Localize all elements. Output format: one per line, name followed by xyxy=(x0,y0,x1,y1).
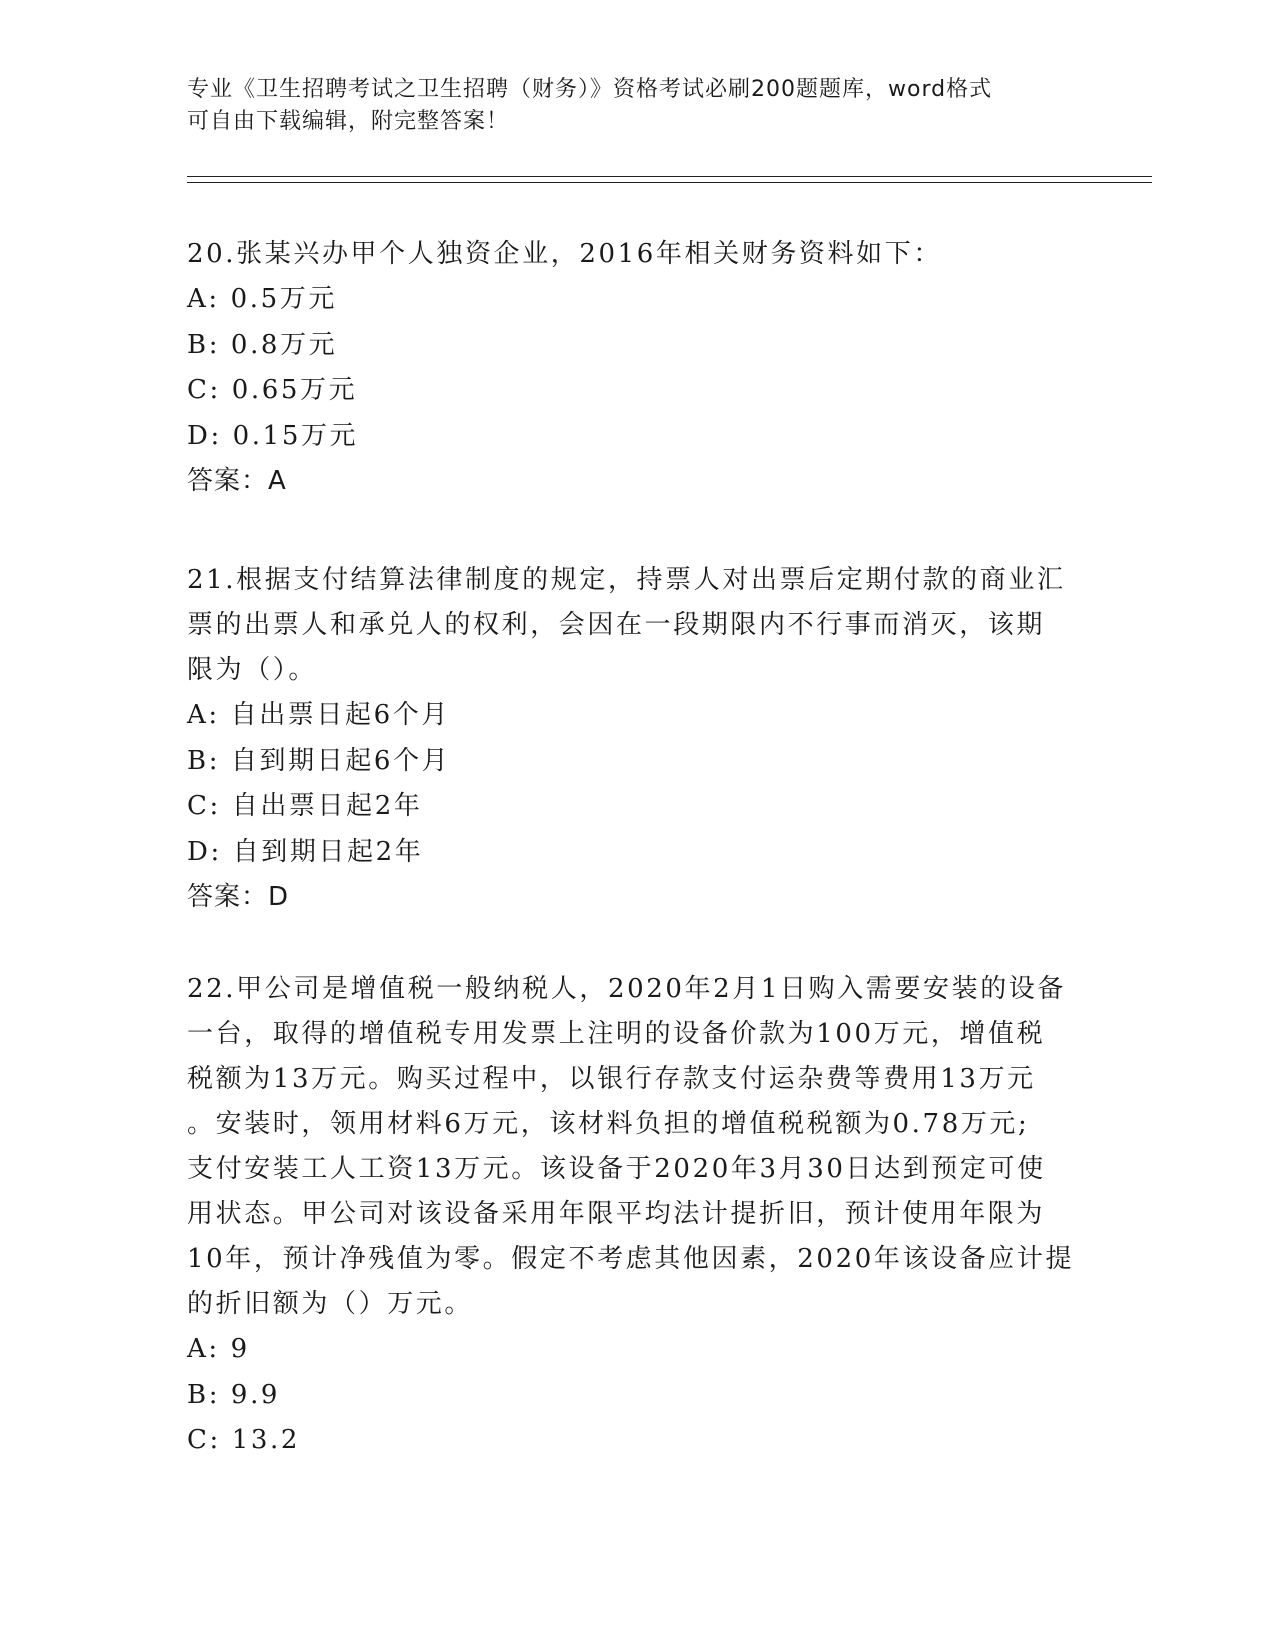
question-stem-line: 用状态。甲公司对该设备采用年限平均法计提折旧，预计使用年限为 xyxy=(187,1199,1046,1229)
question-stem-line: 税额为13万元。购买过程中，以银行存款支付运杂费等费用13万元 xyxy=(187,1064,1036,1094)
question-stem-line: 22.甲公司是增值税一般纳税人，2020年2月1日购入需要安装的设备 xyxy=(187,974,1067,1004)
document-header xyxy=(187,74,1087,138)
header-line-1: 专业《卫生招聘考试之卫生招聘（财务）》资格考试必刷200题题库，word格式 xyxy=(187,77,993,102)
question-21 xyxy=(187,558,1087,920)
question-stem-line: 票的出票人和承兑人的权利，会因在一段期限内不行事而消灭，该期 xyxy=(187,610,1046,640)
option-a: A: 自出票日起6个月 xyxy=(187,700,450,730)
option-a: A: 9 xyxy=(187,1334,250,1364)
question-stem-line: 20.张某兴办甲个人独资企业，2016年相关财务资料如下： xyxy=(187,239,942,269)
header-line-2: 可自由下载编辑，附完整答案！ xyxy=(187,109,510,134)
option-d: D: 自到期日起2年 xyxy=(187,836,424,867)
answer-line: 答案：A xyxy=(187,466,287,496)
option-b: B: 自到期日起6个月 xyxy=(187,745,451,776)
answer-line: 答案：D xyxy=(187,882,290,912)
header-divider-bottom xyxy=(187,182,1152,183)
question-stem-line: 的折旧额为（）万元。 xyxy=(187,1289,474,1319)
option-a: A: 0.5万元 xyxy=(187,284,337,314)
option-c: C: 自出票日起2年 xyxy=(187,791,423,821)
option-b: B: 0.8万元 xyxy=(187,329,338,360)
option-d: D: 0.15万元 xyxy=(187,420,359,451)
header-divider-top xyxy=(187,176,1152,177)
question-20 xyxy=(187,232,1087,504)
question-stem-line: 一台，取得的增值税专用发票上注明的设备价款为100万元，增值税 xyxy=(187,1019,1046,1049)
option-c: C: 0.65万元 xyxy=(187,375,358,405)
option-b: B: 9.9 xyxy=(187,1379,281,1410)
question-stem-line: 10年，预计净残值为零。假定不考虑其他因素，2020年该设备应计提 xyxy=(187,1244,1075,1274)
question-stem-line: 限为（）。 xyxy=(187,655,318,685)
question-22 xyxy=(187,967,1087,1464)
question-stem-line: 。安装时，领用材料6万元，该材料负担的增值税税额为0.78万元; xyxy=(187,1109,1030,1139)
option-c: C: 13.2 xyxy=(187,1425,301,1455)
question-stem-line: 21.根据支付结算法律制度的规定，持票人对出票后定期付款的商业汇 xyxy=(187,565,1066,595)
question-stem-line: 支付安装工人工资13万元。该设备于2020年3月30日达到预定可使 xyxy=(187,1154,1046,1184)
